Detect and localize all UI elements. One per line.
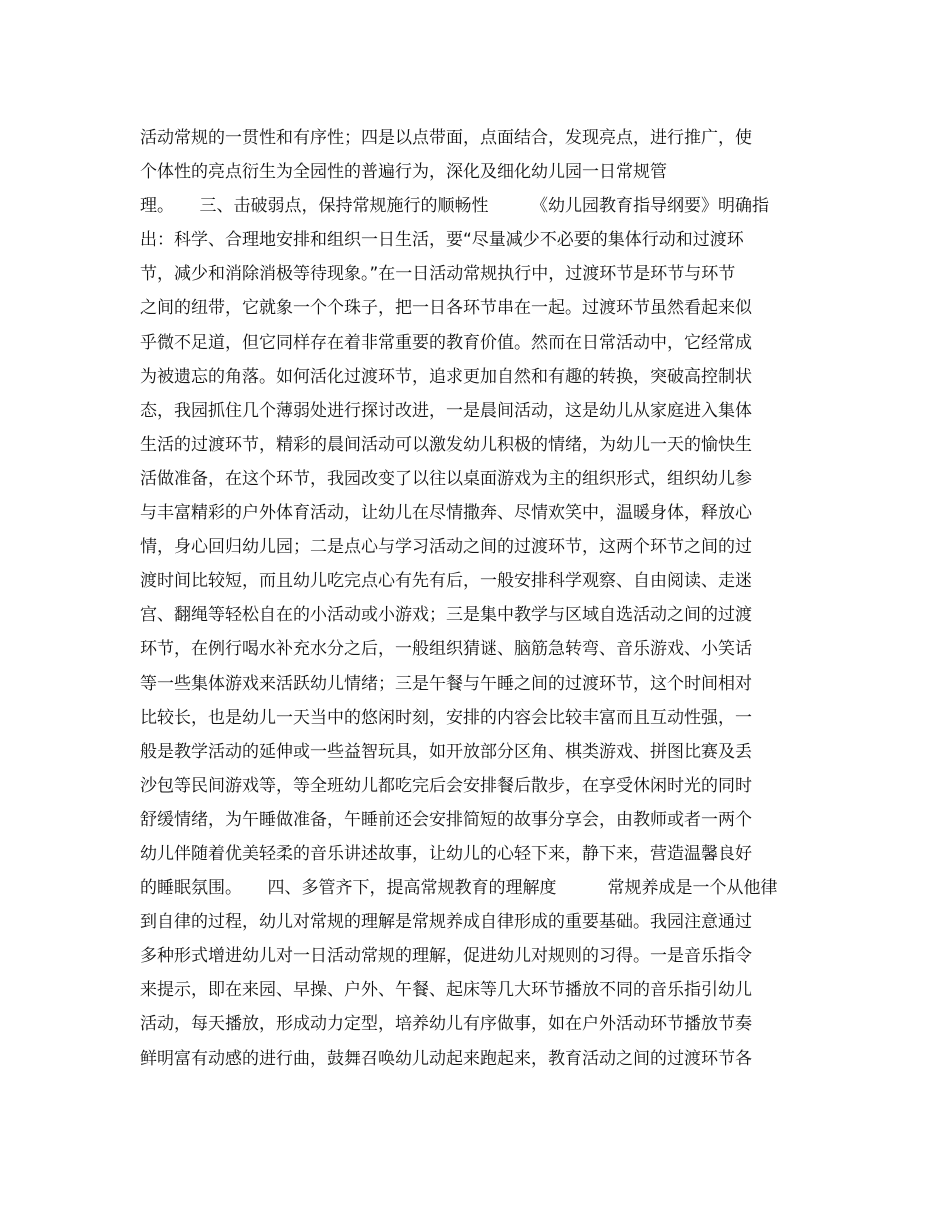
text-line: 舒缓情绪，为午睡做准备，午睡前还会安排简短的故事分享会，由教师或者一两个 <box>140 809 752 830</box>
text-line: 幼儿伴随着优美轻柔的音乐讲述故事，让幼儿的心轻下来，静下来，营造温馨良好 <box>140 843 752 864</box>
text-line: 宫、翻绳等轻松自在的小活动或小游戏；三是集中教学与区域自选活动之间的过渡 <box>140 605 752 626</box>
text-line: 活动，每天播放，形成动力定型，培养幼儿有序做事，如在户外活动环节播放节奏 <box>140 1014 752 1035</box>
text-line: 出：科学、合理地安排和组织一日生活，要“尽量减少不必要的集体行动和过渡环 <box>140 230 744 251</box>
text-line: 到自律的过程，幼儿对常规的理解是常规养成自律形成的重要基础。我园注意通过 <box>140 912 752 933</box>
text-line: 生活的过渡环节，精彩的晨间活动可以激发幼儿积极的情绪，为幼儿一天的愉快生 <box>140 434 752 455</box>
text-line: 与丰富精彩的户外体育活动，让幼儿在尽情撒奔、尽情欢笑中，温暖身体，释放心 <box>140 503 752 524</box>
text-line: 环节，在例行喝水补充水分之后，一般组织猜谜、脑筋急转弯、音乐游戏、小笑话 <box>140 639 752 660</box>
text-line: 沙包等民间游戏等，等全班幼儿都吃完后会安排餐后散步，在享受休闲时光的同时 <box>140 775 752 796</box>
text-line: 活做准备，在这个环节，我园改变了以往以桌面游戏为主的组织形式，组织幼儿参 <box>140 468 752 489</box>
text-line: 比较长，也是幼儿一天当中的悠闲时刻，安排的内容会比较丰富而且互动性强，一 <box>140 707 752 728</box>
text-line: 来提示，即在来园、早操、户外、午餐、起床等几大环节播放不同的音乐指引幼儿 <box>140 980 752 1001</box>
text-line: 态，我园抓住几个薄弱处进行探讨改进，一是晨间活动，这是幼儿从家庭进入集体 <box>140 400 752 421</box>
text-line: 般是教学活动的延伸或一些益智玩具，如开放部分区角、棋类游戏、拼图比赛及丢 <box>140 741 752 762</box>
text-line: 渡时间比较短，而且幼儿吃完点心有先有后，一般安排科学观察、自由阅读、走迷 <box>140 571 752 592</box>
text-line: 为被遗忘的角落。如何活化过渡环节，追求更加自然和有趣的转换，突破高控制状 <box>140 366 752 387</box>
body-text <box>140 121 820 1076</box>
text-line: 的睡眠氛围。 四、多管齐下，提高常规教育的理解度 常规养成是一个从他律 <box>140 878 778 899</box>
text-line: 鲜明富有动感的进行曲，鼓舞召唤幼儿动起来跑起来，教育活动之间的过渡环节各 <box>140 1048 752 1069</box>
text-line: 之间的纽带，它就象一个个珠子，把一日各环节串在一起。过渡环节虽然看起来似 <box>140 298 752 319</box>
text-line: 乎微不足道，但它同样存在着非常重要的教育价值。然而在日常活动中，它经常成 <box>140 332 752 353</box>
text-line: 节，减少和消除消极等待现象。”在一日活动常规执行中，过渡环节是环节与环节 <box>140 264 736 285</box>
text-line: 情，身心回归幼儿园；二是点心与学习活动之间的过渡环节，这两个环节之间的过 <box>140 537 752 558</box>
text-line: 理。 三、击破弱点，保持常规施行的顺畅性 《幼儿园教育指导纲要》明确指 <box>140 196 769 217</box>
text-line: 等一些集体游戏来活跃幼儿情绪；三是午餐与午睡之间的过渡环节，这个时间相对 <box>140 673 752 694</box>
text-line: 多种形式增进幼儿对一日活动常规的理解，促进幼儿对规则的习得。一是音乐指令 <box>140 946 752 967</box>
text-line: 活动常规的一贯性和有序性；四是以点带面，点面结合，发现亮点，进行推广，使 <box>140 128 752 148</box>
text-line: 个体性的亮点衍生为全园性的普遍行为，深化及细化幼儿园一日常规管 <box>140 162 667 183</box>
